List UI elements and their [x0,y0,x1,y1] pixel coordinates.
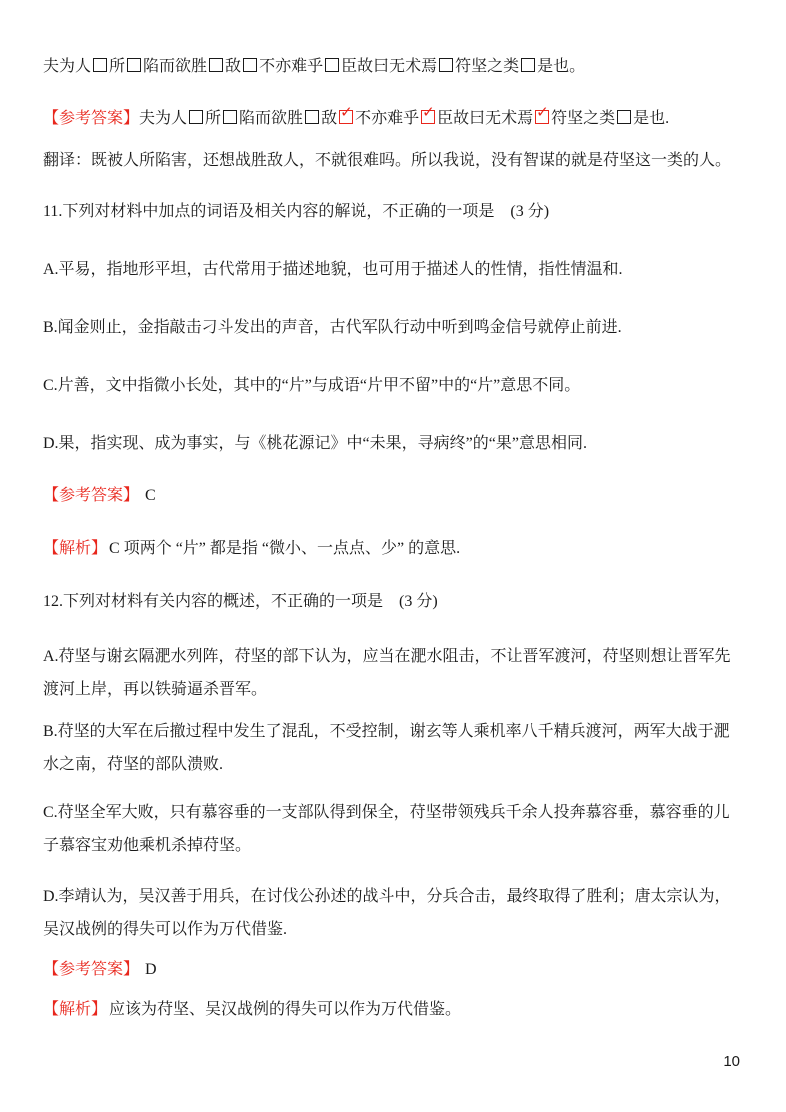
text-segment: 不亦难乎 [355,110,420,127]
q12-option-a: A.苻坚与谢玄隔淝水列阵，苻坚的部下认为，应当在淝水阻击，不让晋军渡河，苻坚则想让晋军先渡河上岸，再以铁骑逼杀晋军。 [43,648,731,698]
q11-option-c: C.片善，文中指微小长处，其中的“片”与成语“片甲不留”中的“片”意思不同。 [43,377,581,394]
q11-analysis-text: C 项两个 “片” 都是指 “微小、一点点、少” 的意思. [109,540,461,557]
q11-stem: 11.下列对材料中加点的词语及相关内容的解说，不正确的一项是 (3 分) [43,203,550,220]
q11-analysis-label: 【解析】 [43,540,108,557]
q11-option-b: B.闻金则止，金指敲击刁斗发出的声音，古代军队行动中听到鸣金信号就停止前进. [43,319,622,336]
text-segment: 夫为人 [43,58,92,75]
empty-box-icon [189,110,203,124]
q11-answer-line [43,479,743,512]
empty-box-icon [127,58,141,72]
text-segment: 敌 [321,110,338,127]
checked-box-icon: ✓ [339,110,353,124]
text-segment: 是也。 [537,58,586,75]
text-segment: 夫为人 [139,110,188,127]
empty-box-icon [305,110,319,124]
translation-line: 翻译：既被人所陷害，还想战胜敌人，不就很难吗。所以我说，没有智谋的就是苻坚这一类的人。 [43,152,732,169]
empty-box-icon [209,58,223,72]
text-segment: 不亦难乎 [259,58,324,75]
empty-box-icon [617,110,631,124]
text-segment: 陷而欲胜 [143,58,208,75]
q12-option-c: C.苻坚全军大败，只有慕容垂的一支部队得到保全，苻坚带领残兵千余人投奔慕容垂，慕容垂的儿子慕容宝劝他乘机杀掉苻坚。 [43,804,730,854]
q12-answer-value: D [145,961,157,978]
text-segment: 臣故曰无术焉 [341,58,438,75]
text-segment: 敌 [225,58,242,75]
q12-analysis-label: 【解析】 [43,1001,108,1018]
q12-stem: 12.下列对材料有关内容的概述，不正确的一项是 (3 分) [43,593,438,610]
reference-answer-line-1 [43,102,743,135]
text-segment: 符坚之类 [455,58,520,75]
empty-box-icon [93,58,107,72]
reference-answer-label: 【参考答案】 [43,110,140,127]
text-segment: 陷而欲胜 [239,110,304,127]
text-segment: 臣故曰无术焉 [437,110,534,127]
text-segment: 符坚之类 [551,110,616,127]
classical-sentence-line [43,50,743,83]
q12-option-b: B.苻坚的大军在后撤过程中发生了混乱，不受控制，谢玄等人乘机率八千精兵渡河，两军大战于淝水之南，苻坚的部队溃败. [43,723,730,773]
q11-option-a: A.平易，指地形平坦，古代常用于描述地貌，也可用于描述人的性情，指性情温和. [43,261,623,278]
checked-box-icon: ✓ [421,110,435,124]
q12-analysis-text: 应该为苻坚、吴汉战例的得失可以作为万代借鉴。 [109,1001,462,1018]
q12-analysis-line [43,993,743,1026]
empty-box-icon [223,110,237,124]
empty-box-icon [439,58,453,72]
reference-answer-sentence [139,103,670,127]
q11-answer-value: C [145,487,156,504]
empty-box-icon [243,58,257,72]
empty-box-icon [325,58,339,72]
q12-answer-line [43,953,743,986]
q11-option-d: D.果，指实现、成为事实，与《桃花源记》中“未果，寻病终”的“果”意思相同. [43,435,587,452]
empty-box-icon [521,58,535,72]
q12-answer-label: 【参考答案】 [43,961,140,978]
page-number: 10 [723,1053,740,1070]
text-segment: 所 [109,58,126,75]
text-segment: 是也. [633,110,670,127]
q11-analysis-line [43,532,743,565]
q11-answer-label: 【参考答案】 [43,487,140,504]
checked-box-icon: ✓ [535,110,549,124]
q12-option-d: D.李靖认为，吴汉善于用兵，在讨伐公孙述的战斗中，分兵合击，最终取得了胜利；唐太宗认为，吴汉战例的得失可以作为万代借鉴. [43,888,731,938]
text-segment: 所 [205,110,222,127]
